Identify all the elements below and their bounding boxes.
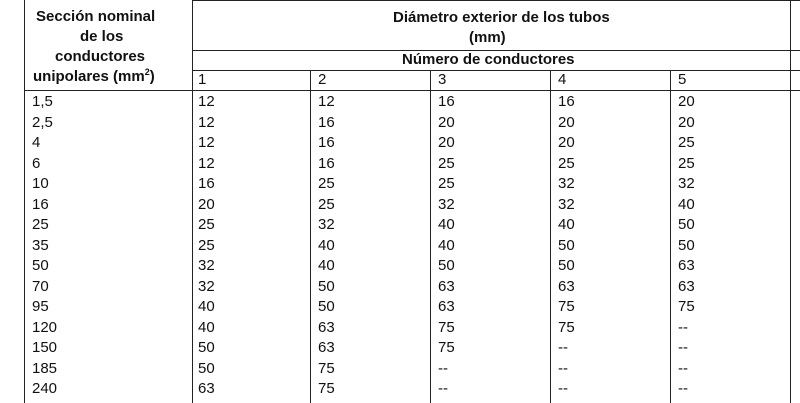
table-cell: 75 (558, 319, 575, 336)
table-cell: 63 (438, 278, 455, 295)
rule-col3 (430, 70, 431, 403)
table-cell: 25 (678, 155, 695, 172)
table-row-section: 240 (32, 380, 58, 397)
table-cell: 12 (198, 134, 215, 151)
table-cell: 20 (678, 114, 695, 131)
row-header-line2: de los (80, 28, 124, 45)
table-cell: 25 (318, 175, 335, 192)
table-cell: -- (678, 319, 688, 336)
group-header-line2: (mm) (469, 29, 506, 46)
table-cell: 32 (318, 216, 335, 233)
table-cell: 40 (438, 216, 455, 233)
table-cell: 40 (318, 257, 335, 274)
rule-under-header (24, 90, 800, 91)
table-cell: 50 (678, 237, 695, 254)
table-row-section: 25 (32, 216, 49, 233)
table-cell: 25 (318, 196, 335, 213)
table-cell: 75 (318, 360, 335, 377)
row-header-line4-end: ) (149, 68, 155, 85)
table-cell: 75 (438, 319, 455, 336)
column-header-5: 5 (678, 71, 687, 88)
table-cell: 25 (678, 134, 695, 151)
group-header-line1: Diámetro exterior de los tubos (393, 9, 610, 26)
table-cell: 32 (558, 196, 575, 213)
row-header-line4 (33, 68, 155, 85)
table-cell: 16 (438, 93, 455, 110)
table-row-section: 185 (32, 360, 58, 377)
rule-top (192, 0, 800, 1)
table-cell: 40 (558, 216, 575, 233)
rule-col4 (550, 70, 551, 403)
table-cell: 25 (198, 216, 215, 233)
sub-header: Número de conductores (402, 51, 575, 68)
table-cell: 50 (318, 278, 335, 295)
table-row-section: 10 (32, 175, 49, 192)
table-cell: 63 (198, 380, 215, 397)
table-cell: -- (438, 360, 448, 377)
table-cell: 12 (198, 155, 215, 172)
table-cell: 32 (198, 257, 215, 274)
rule-under-subheader (192, 70, 800, 71)
table-cell: 50 (438, 257, 455, 274)
table-cell: 40 (198, 298, 215, 315)
table-cell: 75 (438, 339, 455, 356)
table-cell: 50 (318, 298, 335, 315)
column-header-1: 1 (198, 71, 207, 88)
table-cell: 50 (198, 360, 215, 377)
table-cell: -- (558, 380, 568, 397)
table-cell: 25 (438, 155, 455, 172)
rule-right (790, 0, 791, 403)
table-cell: 16 (318, 155, 335, 172)
table-cell: 20 (438, 114, 455, 131)
table-cell: 63 (678, 257, 695, 274)
table-row-section: 1,5 (32, 93, 53, 110)
table-cell: -- (558, 360, 568, 377)
rule-col5 (670, 70, 671, 403)
table-cell: 40 (198, 319, 215, 336)
table-cell: 20 (678, 93, 695, 110)
table-cell: -- (678, 380, 688, 397)
row-header-line3: conductores (55, 48, 146, 65)
table-row-section: 120 (32, 319, 58, 336)
table-cell: 75 (678, 298, 695, 315)
table-cell: 16 (318, 114, 335, 131)
table-row-section: 4 (32, 134, 41, 151)
table-cell: 40 (438, 237, 455, 254)
rule-col2 (310, 70, 311, 403)
row-header-line4-text: unipolares (mm (33, 68, 145, 85)
table-cell: 16 (558, 93, 575, 110)
table-row-section: 6 (32, 155, 41, 172)
table-cell: 50 (558, 257, 575, 274)
table-cell: 25 (438, 175, 455, 192)
rule-left (24, 0, 25, 403)
table-cell: 32 (558, 175, 575, 192)
table-row-section: 2,5 (32, 114, 53, 131)
column-header-4: 4 (558, 71, 567, 88)
table-cell: 75 (558, 298, 575, 315)
rule-col1 (192, 0, 193, 403)
table-cell: 32 (438, 196, 455, 213)
table-cell: 63 (318, 339, 335, 356)
table-row-section: 70 (32, 278, 49, 295)
table-cell: -- (678, 339, 688, 356)
table-row-section: 50 (32, 257, 49, 274)
column-header-3: 3 (438, 71, 447, 88)
table-cell: 40 (678, 196, 695, 213)
table-cell: 25 (558, 155, 575, 172)
table-cell: -- (558, 339, 568, 356)
table-cell: -- (438, 380, 448, 397)
table-cell: 50 (678, 216, 695, 233)
table-cell: 12 (198, 93, 215, 110)
table-row-section: 16 (32, 196, 49, 213)
table-cell: 75 (318, 380, 335, 397)
table-cell: 32 (198, 278, 215, 295)
table-cell: 63 (318, 319, 335, 336)
table-cell: 20 (198, 196, 215, 213)
table-row-section: 95 (32, 298, 49, 315)
table-cell: 32 (678, 175, 695, 192)
table-cell: 63 (558, 278, 575, 295)
table-cell: 50 (198, 339, 215, 356)
table-cell: 20 (558, 134, 575, 151)
row-header-superscript: 2 (144, 67, 150, 77)
table-cell: 25 (198, 237, 215, 254)
table-cell: 16 (198, 175, 215, 192)
table-cell: -- (678, 360, 688, 377)
table-cell: 20 (558, 114, 575, 131)
table-cell: 12 (198, 114, 215, 131)
table-cell: 40 (318, 237, 335, 254)
column-header-2: 2 (318, 71, 327, 88)
table-cell: 20 (438, 134, 455, 151)
table-cell: 50 (558, 237, 575, 254)
table-cell: 12 (318, 93, 335, 110)
row-header-line1: Sección nominal (36, 8, 156, 25)
table-row-section: 35 (32, 237, 49, 254)
table-cell: 63 (438, 298, 455, 315)
table-cell: 16 (318, 134, 335, 151)
table-cell: 63 (678, 278, 695, 295)
table-row-section: 150 (32, 339, 58, 356)
